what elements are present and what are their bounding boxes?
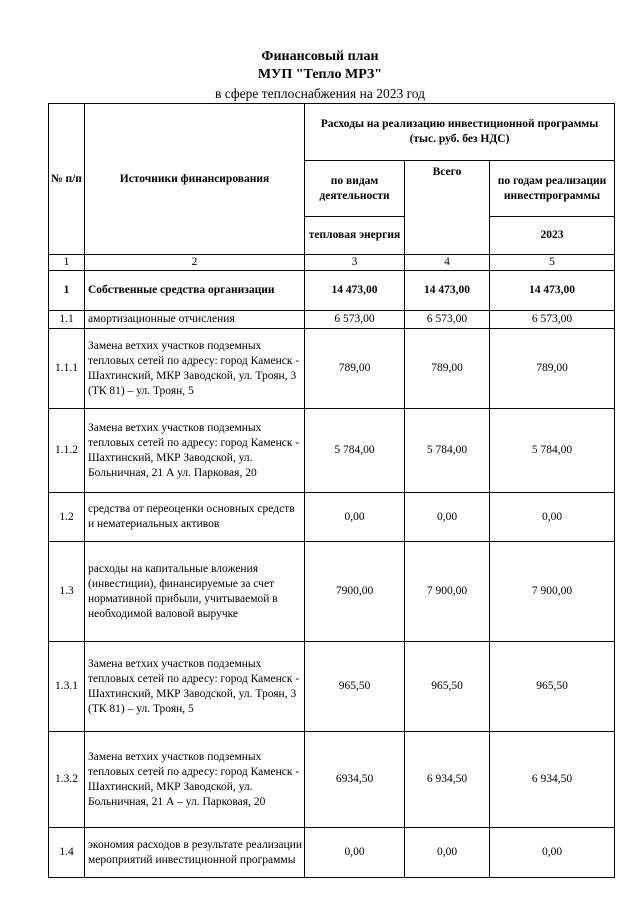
row-total: 6 573,00 <box>405 311 490 329</box>
header-number: № п/п <box>49 104 85 255</box>
column-number: 2 <box>85 255 305 271</box>
financial-plan-table <box>48 103 615 878</box>
row-by-activity: 965,50 <box>305 642 405 732</box>
document-title: Финансовый план <box>261 49 379 64</box>
row-by-year: 0,00 <box>490 828 615 878</box>
row-source: амортизационные отчисления <box>85 311 305 329</box>
table-row <box>49 828 615 878</box>
row-number: 1.3.2 <box>49 732 85 828</box>
table-row <box>49 493 615 542</box>
table-row <box>49 642 615 732</box>
row-total: 789,00 <box>405 329 490 409</box>
row-by-activity: 0,00 <box>305 493 405 542</box>
row-total: 7 900,00 <box>405 542 490 642</box>
column-number: 1 <box>49 255 85 271</box>
row-source: Замена ветхих участков подземных тепловых сетей по адресу: город Каменск - Шахтинский, МКР Заводской, ул. Троян, 3 (ТК 81) – ул. Троян, 5 <box>85 329 305 409</box>
row-number: 1 <box>49 271 85 311</box>
table-row <box>49 409 615 493</box>
row-source: расходы на капитальные вложения (инвестиции), финансируемые за счет нормативной прибыли, учитываемой в необходимой валовой выручке <box>85 542 305 642</box>
row-by-activity: 0,00 <box>305 828 405 878</box>
row-source: средства от переоценки основных средств и нематериальных активов <box>85 493 305 542</box>
header-thermal-energy: тепловая энергия <box>305 217 405 255</box>
row-by-activity: 7900,00 <box>305 542 405 642</box>
row-by-activity: 6 573,00 <box>305 311 405 329</box>
row-by-year: 6 573,00 <box>490 311 615 329</box>
row-total: 965,50 <box>405 642 490 732</box>
column-number: 4 <box>405 255 490 271</box>
row-number: 1.3 <box>49 542 85 642</box>
row-by-activity: 6934,50 <box>305 732 405 828</box>
row-total: 0,00 <box>405 493 490 542</box>
row-number: 1.1 <box>49 311 85 329</box>
row-total: 6 934,50 <box>405 732 490 828</box>
table-row <box>49 271 615 311</box>
row-source: Замена ветхих участков подземных тепловых сетей по адресу: город Каменск - Шахтинский, МКР Заводской, ул. Больничная, 21 А – ул. Парковая, 20 <box>85 732 305 828</box>
column-number: 5 <box>490 255 615 271</box>
header-year: 2023 <box>490 217 615 255</box>
row-by-year: 6 934,50 <box>490 732 615 828</box>
header-sources: Источники финансирования <box>85 104 305 255</box>
row-total: 5 784,00 <box>405 409 490 493</box>
row-by-activity: 5 784,00 <box>305 409 405 493</box>
header-by-years: по годам реализации инвестпрограммы <box>490 161 615 217</box>
row-number: 1.1.1 <box>49 329 85 409</box>
row-by-year: 789,00 <box>490 329 615 409</box>
row-number: 1.1.2 <box>49 409 85 493</box>
row-source: Собственные средства организации <box>85 271 305 311</box>
organization-name: МУП "Тепло МРЗ" <box>257 67 383 82</box>
row-number: 1.4 <box>49 828 85 878</box>
row-source: Замена ветхих участков подземных тепловых сетей по адресу: город Каменск - Шахтинский, МКР Заводской, ул. Больничная, 21 А ул. Парковая, 20 <box>85 409 305 493</box>
row-by-activity: 789,00 <box>305 329 405 409</box>
row-number: 1.3.1 <box>49 642 85 732</box>
column-number: 3 <box>305 255 405 271</box>
row-by-year: 7 900,00 <box>490 542 615 642</box>
row-by-activity: 14 473,00 <box>305 271 405 311</box>
table-row <box>49 329 615 409</box>
row-number: 1.2 <box>49 493 85 542</box>
row-by-year: 5 784,00 <box>490 409 615 493</box>
header-by-activity: по видам деятельности <box>305 161 405 217</box>
table-row <box>49 732 615 828</box>
column-numbers-row <box>49 255 615 271</box>
header-total: Всего <box>405 161 490 255</box>
table-row <box>49 311 615 329</box>
header-expenses: Расходы на реализацию инвестиционной программы (тыс. руб. без НДС) <box>305 104 615 161</box>
row-source: экономия расходов в результате реализации мероприятий инвестиционной программы <box>85 828 305 878</box>
row-total: 0,00 <box>405 828 490 878</box>
row-total: 14 473,00 <box>405 271 490 311</box>
row-by-year: 14 473,00 <box>490 271 615 311</box>
row-by-year: 965,50 <box>490 642 615 732</box>
table-row <box>49 542 615 642</box>
row-source: Замена ветхих участков подземных тепловых сетей по адресу: город Каменск - Шахтинский, МКР Заводской, ул. Троян, 3 (ТК 81) – ул. Троян, 5 <box>85 642 305 732</box>
row-by-year: 0,00 <box>490 493 615 542</box>
document-subtitle: в сфере теплоснабжения на 2023 год <box>214 86 425 101</box>
